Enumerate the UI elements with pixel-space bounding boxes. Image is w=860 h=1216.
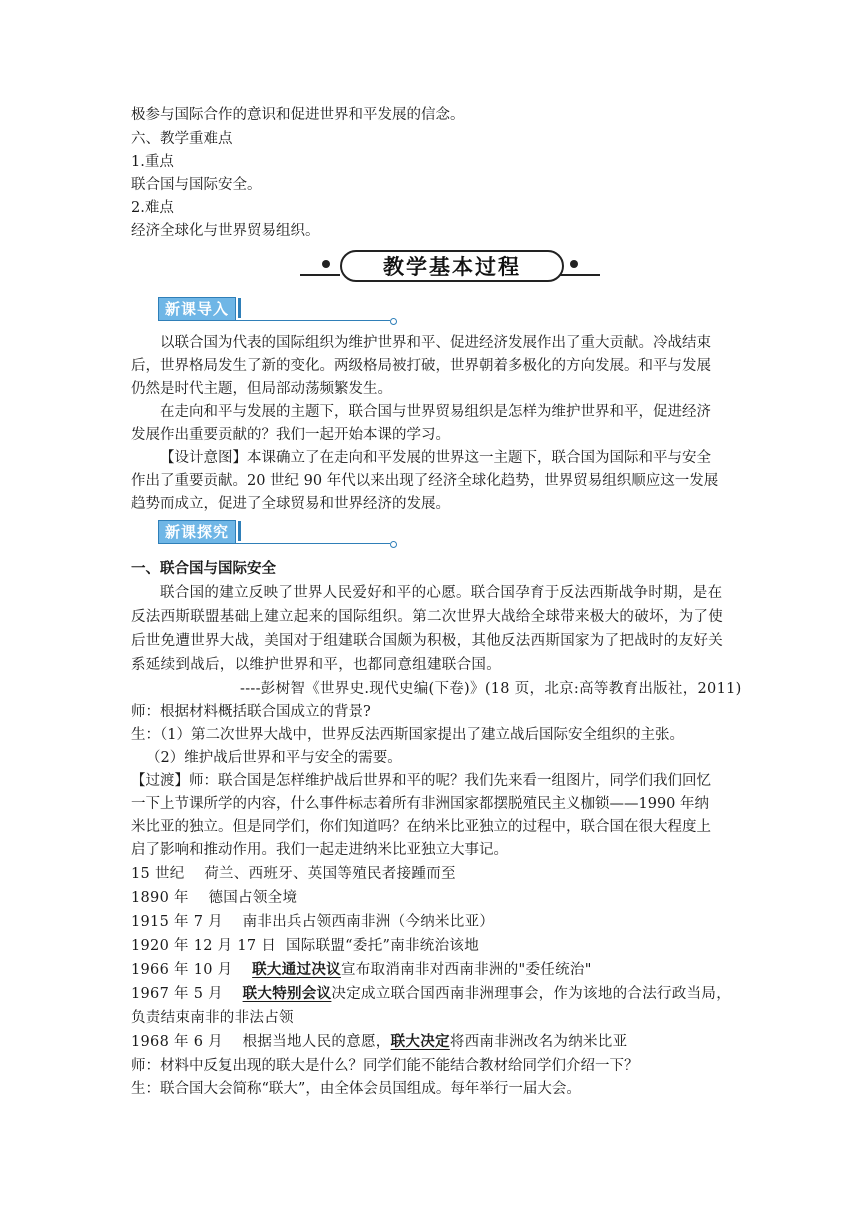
student-line: 生：联合国大会简称“联大”，由全体会员国组成。每年举行一届大会。 (131, 1081, 581, 1097)
quote-line: 后世免遭世界大战，美国对于组建联合国颇为积极，其他反法西斯国家为了把战时的友好关 (131, 633, 723, 649)
section-tag-explore (158, 520, 398, 548)
timeline-highlight: 联大决定 (390, 1034, 450, 1050)
timeline-date: 1915 年 7 月 (131, 914, 223, 930)
quote-line: 反法西斯联盟基础上建立起来的国际组织。第二次世界大战给全球带来极大的破坏，为了使 (131, 609, 723, 625)
paragraph-line: 仍然是时代主题，但局部动荡频繁发生。 (131, 381, 392, 397)
timeline-date: 1967 年 5 月 (131, 986, 223, 1002)
transition-line: 一下上节课所学的内容，什么事件标志着所有非洲国家都摆脱殖民主义枷锁——1990 年纳 (131, 796, 710, 812)
timeline-event: 决定成立联合国西南非洲理事会，作为该地的合法行政当局， (331, 986, 732, 1002)
timeline-date: 1968 年 6 月 (131, 1034, 223, 1050)
timeline-event: 荷兰、西班牙、英国等殖民者接踵而至 (204, 866, 456, 882)
timeline-event: 南非出兵占领西南非洲（今纳米比亚） (242, 914, 495, 930)
paragraph-line: 在走向和平与发展的主题下，联合国与世界贸易组织是怎样为维护世界和平，促进经济 (160, 404, 711, 420)
timeline-event: 德国占领全境 (208, 890, 298, 906)
timeline-entry (131, 959, 741, 981)
tag-label: 新课探究 (158, 520, 236, 544)
key-point-label: 1.重点 (131, 154, 174, 170)
timeline-date: 1966 年 10 月 (131, 962, 233, 978)
section-heading: 一、联合国与国际安全 (131, 561, 276, 577)
quote-line: 联合国的建立反映了世界人民爱好和平的心愿。联合国孕育于反法西斯战争时期，是在 (160, 585, 723, 601)
timeline-entry (131, 887, 741, 909)
student-line: 生：（1）第二次世界大战中，世界反法西斯国家提出了建立战后国际安全组织的主张。 (131, 727, 684, 743)
paragraph-line: 以联合国为代表的国际组织为维护世界和平、促进经济发展作出了重大贡献。冷战结束 (160, 335, 711, 351)
banner-line-right (560, 274, 600, 276)
tag-underline (158, 320, 390, 321)
timeline-entry (131, 1031, 741, 1053)
paragraph-line: 后，世界格局发生了新的变化。两级格局被打破，世界朝着多极化的方向发展。和平与发展 (131, 358, 711, 374)
tag-bar (238, 521, 241, 541)
process-banner (300, 248, 600, 282)
timeline-date: 1890 年 (131, 890, 189, 906)
timeline-event: 根据当地人民的意愿， (242, 1034, 391, 1050)
timeline-date: 15 世纪 (131, 866, 185, 882)
banner-dot-left (322, 260, 330, 268)
teacher-line: 师：根据材料概括联合国成立的背景? (131, 704, 371, 720)
timeline-entry (131, 983, 741, 1005)
design-intent-line: 作出了重要贡献。20 世纪 90 年代以来出现了经济全球化趋势，世界贸易组织顺应这一发展 (131, 473, 719, 489)
section-tag-intro (158, 297, 398, 325)
quote-line: 系延续到战后，以维护世界和平，也都同意组建联合国。 (131, 657, 501, 673)
timeline-entry-cont: 负责结束南非的非法占领 (131, 1010, 294, 1026)
transition-line: 米比亚的独立。但是同学们，你们知道吗？在纳米比亚独立的过程中，联合国在很大程度上 (131, 819, 711, 835)
key-point-text: 联合国与国际安全。 (131, 177, 262, 193)
tag-label: 新课导入 (158, 297, 236, 321)
timeline-highlight: 联大特别会议 (242, 986, 332, 1002)
teacher-line: 师：材料中反复出现的联大是什么？同学们能不能结合教材给同学们介绍一下？ (131, 1058, 639, 1074)
banner-line-left (300, 274, 340, 276)
section-heading: 六、教学重难点 (131, 131, 233, 147)
difficulty-label: 2.难点 (131, 200, 174, 216)
design-intent-line: 【设计意图】本课确立了在走向和平发展的世界这一主题下，联合国为国际和平与安全 (160, 450, 711, 466)
tag-underline (158, 543, 390, 544)
timeline-event: 将西南非洲改名为纳米比亚 (449, 1034, 628, 1050)
student-line: （2）维护战后世界和平与安全的需要。 (146, 750, 402, 766)
timeline-entry (131, 911, 741, 933)
intro-line: 极参与国际合作的意识和促进世界和平发展的信念。 (131, 107, 465, 123)
banner-pill (340, 250, 564, 282)
difficulty-text: 经济全球化与世界贸易组织。 (131, 223, 320, 239)
paragraph-line: 发展作出重要贡献的？我们一起开始本课的学习。 (131, 427, 450, 443)
timeline-date: 1920 年 12 月 17 日 (131, 938, 277, 954)
timeline-entry (131, 935, 741, 957)
timeline-event: 国际联盟“委托”南非统治该地 (285, 938, 480, 954)
transition-line: 【过渡】师：联合国是怎样维护战后世界和平的呢？我们先来看一组图片，同学们我们回忆 (131, 773, 711, 789)
timeline-entry (131, 863, 741, 885)
tag-bar (238, 298, 241, 318)
design-intent-line: 趋势而成立，促进了全球贸易和世界经济的发展。 (131, 496, 450, 512)
timeline-highlight: 联大通过决议 (252, 962, 341, 978)
quote-source: ----彭树智《世界史.现代史编(下卷)》(18 页，北京:高等教育出版社，2011) (240, 681, 742, 697)
banner-dot-right (570, 260, 578, 268)
transition-line: 启了影响和推动作用。我们一起走进纳米比亚独立大事记。 (131, 842, 508, 858)
banner-title: 教学基本过程 (383, 255, 521, 279)
tag-end-dot (390, 541, 397, 548)
timeline-event: 宣布取消南非对西南非洲的"委任统治" (340, 962, 592, 978)
tag-end-dot (390, 318, 397, 325)
